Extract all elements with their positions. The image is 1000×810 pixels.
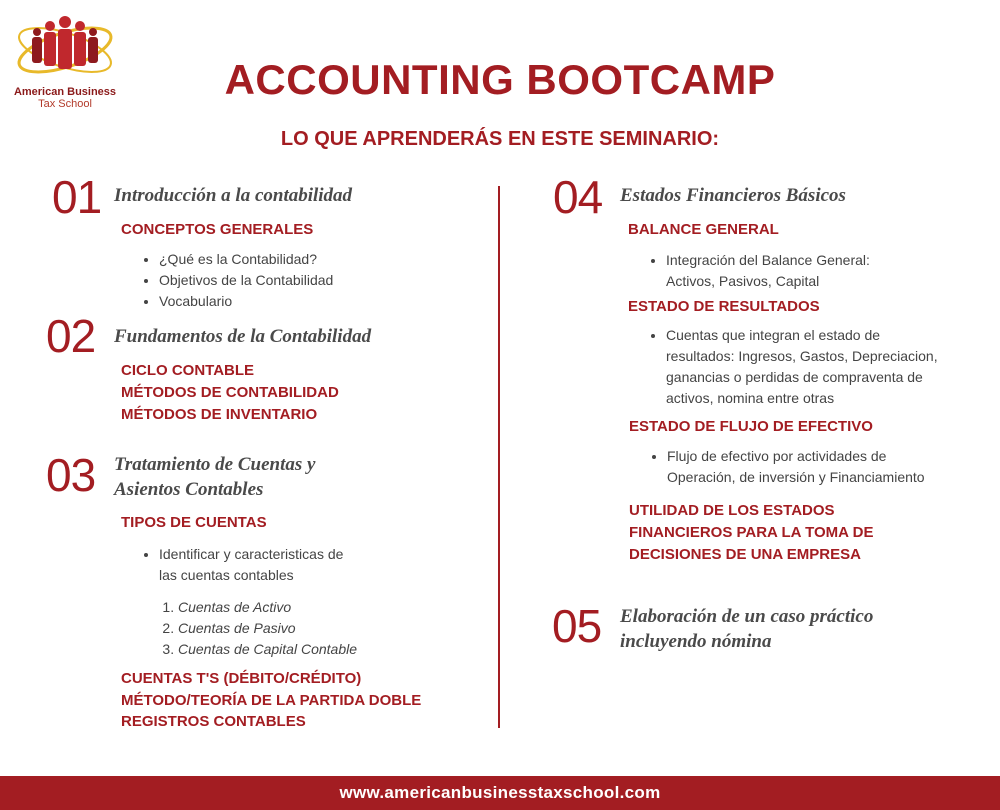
logo-line1: American Business xyxy=(13,86,117,98)
heading-partida-doble: MÉTODO/TEORÍA DE LA PARTIDA DOBLE xyxy=(121,692,422,709)
bullet-line4: activos, nomina entre otras xyxy=(666,390,835,406)
heading-utilidad xyxy=(629,500,873,566)
heading-balance: BALANCE GENERAL xyxy=(628,221,779,238)
section-title-05-line2: incluyendo nómina xyxy=(620,631,772,652)
column-divider xyxy=(498,186,500,728)
bullet-line1: Flujo de efectivo por actividades de xyxy=(667,448,887,464)
heading-cuentas-t: CUENTAS T'S (DÉBITO/CRÉDITO) xyxy=(121,670,362,687)
list-item xyxy=(667,446,925,488)
section-title-03 xyxy=(114,452,315,502)
heading-metodos-inventario: MÉTODOS DE INVENTARIO xyxy=(121,406,318,423)
bullet-list-flujo xyxy=(649,446,925,488)
section-title-03-line1: Tratamiento de Cuentas y xyxy=(114,454,316,475)
bullet-list-conceptos xyxy=(141,249,333,312)
list-item: 1. Cuentas de Activo xyxy=(178,597,357,618)
heading-tipos-cuentas: TIPOS DE CUENTAS xyxy=(121,514,267,531)
heading-ciclo: CICLO CONTABLE xyxy=(121,362,255,379)
heading-resultados: ESTADO DE RESULTADOS xyxy=(628,298,820,315)
section-number-01: 01 xyxy=(52,171,102,223)
footer-website-link[interactable]: www.americanbusinesstaxschool.com xyxy=(0,776,1000,810)
bullet-line1: Cuentas que integran el estado de xyxy=(666,327,881,343)
section-title-03-line2: Asientos Contables xyxy=(114,479,264,500)
heading-conceptos: CONCEPTOS GENERALES xyxy=(121,221,314,238)
heading-utilidad-line1: UTILIDAD DE LOS ESTADOS xyxy=(629,502,835,519)
page-subtitle: LO QUE APRENDERÁS EN ESTE SEMINARIO: xyxy=(280,128,720,150)
heading-metodos-contabilidad: MÉTODOS DE CONTABILIDAD xyxy=(121,384,339,401)
section-number-02: 02 xyxy=(46,310,96,362)
section-title-04: Estados Financieros Básicos xyxy=(620,185,846,206)
bullet-line1: Integración del Balance General: xyxy=(666,252,870,268)
section-title-05-line1: Elaboración de un caso práctico xyxy=(620,606,874,627)
bullet-list-balance xyxy=(648,250,870,292)
list-item: • Vocabulario xyxy=(159,291,333,312)
section-title-01: Introducción a la contabilidad xyxy=(114,185,353,206)
section-number-05: 05 xyxy=(552,600,602,652)
heading-flujo: ESTADO DE FLUJO DE EFECTIVO xyxy=(629,418,873,435)
heading-utilidad-line2: FINANCIEROS PARA LA TOMA DE xyxy=(629,524,874,541)
section-title-05 xyxy=(620,604,873,654)
bullet-list-tipos xyxy=(141,544,343,586)
heading-utilidad-line3: DECISIONES DE UNA EMPRESA xyxy=(629,546,861,563)
bullet-line3: ganancias o perdidas de compraventa de xyxy=(666,369,923,385)
bullet-line2: las cuentas contables xyxy=(159,567,294,583)
bullet-line2: Operación, de inversión y Financiamiento xyxy=(667,469,925,485)
section-number-03: 03 xyxy=(46,449,96,501)
list-item: • Objetivos de la Contabilidad xyxy=(159,270,333,291)
list-item xyxy=(666,325,938,409)
list-item xyxy=(666,250,870,292)
bullet-line1: Identificar y caracteristicas de xyxy=(159,546,344,562)
section-title-02: Fundamentos de la Contabilidad xyxy=(114,326,372,347)
list-item: 3. Cuentas de Capital Contable xyxy=(178,639,357,660)
bullet-list-resultados xyxy=(648,325,938,409)
list-item xyxy=(159,544,343,586)
list-item: 2. Cuentas de Pasivo xyxy=(178,618,357,639)
list-item: • ¿Qué es la Contabilidad? xyxy=(159,249,333,270)
section-number-04: 04 xyxy=(553,171,603,223)
heading-registros: REGISTROS CONTABLES xyxy=(121,713,306,730)
bullet-line2: resultados: Ingresos, Gastos, Depreciacion, xyxy=(666,348,938,364)
logo-line2: Tax School xyxy=(38,98,92,110)
bullet-line2: Activos, Pasivos, Capital xyxy=(666,273,820,289)
numbered-list-cuentas xyxy=(158,597,357,660)
page-title: ACCOUNTING BOOTCAMP xyxy=(224,56,776,103)
